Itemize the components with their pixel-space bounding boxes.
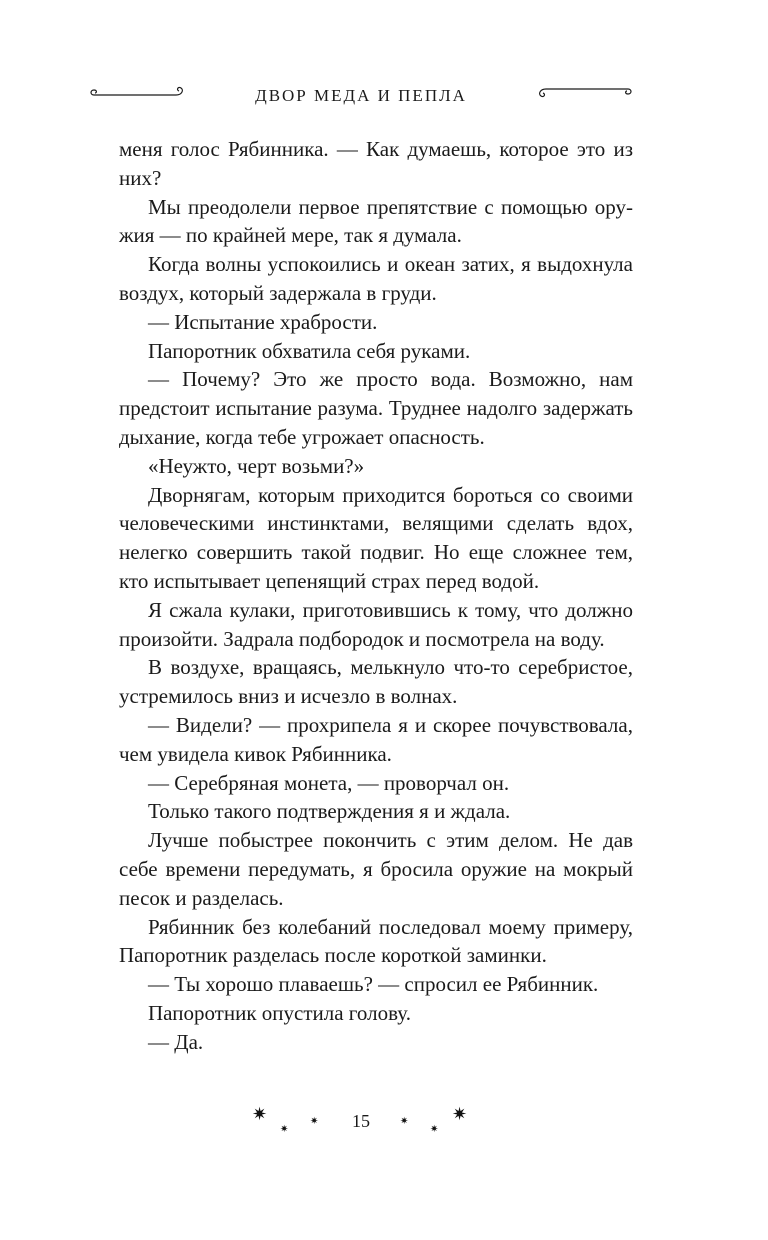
- paragraph: Папоротник обхватила себя руками.: [148, 338, 471, 363]
- paragraph: — Испытание храбрости.: [148, 309, 378, 334]
- paragraph: Когда волны успокоились и океан затих, я выдохнула воздух, который задержала в груди.: [119, 252, 633, 305]
- running-header: [88, 72, 634, 112]
- paragraph: Дворнягам, которым приходится бороться со своими человеческими инстинктами, велящими сделать вдох, нелегко совершить такой подвиг. Но еще сложнее тем, кто испытывает цепенящий страх перед водой.: [119, 482, 633, 593]
- paragraph: — Да.: [148, 1029, 204, 1054]
- paragraph: Рябинник без колебаний последовал моему примеру, Папоротник разделась после короткой заминки.: [119, 914, 633, 968]
- paragraph: — Серебряная монета, — проворчал он.: [148, 770, 510, 795]
- star-ornament-icon: ✷: [400, 1116, 409, 1127]
- paragraph: меня голос Рябинника. — Как думаешь, которое это из них?: [119, 137, 633, 190]
- star-ornament-icon: ✷: [452, 1104, 468, 1124]
- star-ornament-icon: ✷: [252, 1104, 268, 1124]
- page-footer: [250, 1105, 472, 1141]
- star-ornament-icon: ✷: [430, 1124, 439, 1135]
- star-ornament-icon: ✷: [310, 1116, 319, 1127]
- paragraph: В воздухе, вращаясь, мелькнуло что-то серебристое, устремилось вниз и исчезло в волнах.: [119, 655, 633, 709]
- paragraph: Мы преодолели первое препятствие с помощью оружия — по крайней мере, так я думала.: [119, 194, 633, 248]
- paragraph: «Неужто, черт возьми?»: [148, 453, 365, 478]
- paragraph: — Видели? — прохрипела я и скорее почувствовала, чем увидела кивок Рябинника.: [119, 712, 633, 766]
- paragraph: Я сжала кулаки, приготовившись к тому, что должно произойти. Задрала подбородок и посмотрела на воду.: [119, 597, 633, 651]
- paragraph: — Ты хорошо плаваешь? — спросил ее Рябинник.: [148, 972, 599, 997]
- paragraph: Только такого подтверждения я и ждала.: [148, 799, 511, 824]
- book-title: ДВОР МЕДА И ПЕПЛА: [255, 86, 467, 105]
- page-body-text: [119, 135, 633, 1057]
- paragraph: — Почему? Это же просто вода. Возможно, нам предстоит испытание разума. Труднее надолго задержать дыхание, когда тебе угрожает опасность.: [119, 367, 633, 449]
- page-number: 15: [352, 1111, 370, 1131]
- paragraph: Папоротник опустила голову.: [148, 1000, 411, 1025]
- star-ornament-icon: ✷: [280, 1124, 289, 1135]
- paragraph: Лучше побыстрее покончить с этим делом. Не дав себе времени передумать, я бросила оружие на мокрый песок и разделась.: [119, 828, 633, 910]
- right-flourish-ornament: [534, 82, 634, 102]
